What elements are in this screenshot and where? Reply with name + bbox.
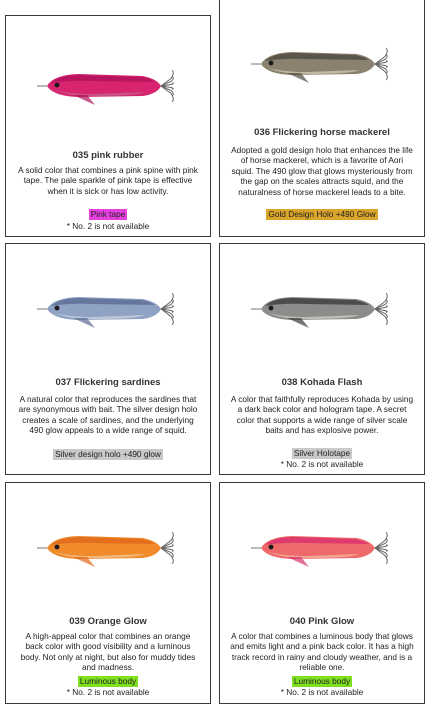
product-description: A color that faithfully reproduces Kohada by using a dark back color and hologram tape. A secret color that supports a wide range of silver scale baits and has explosive power. [230,394,414,436]
product-title[interactable]: 038 Kohada Flash [281,377,363,388]
availability-note: * No. 2 is not available [280,459,364,469]
lure-hooks [161,293,173,325]
product-description: A color that combines a luminous body that glows and emits light and a pink back color. It has a high track record in rainy and cloudy weather, and is a reliable one. [230,631,414,673]
feature-tag: Silver Holotape [293,448,351,458]
product-card[interactable] [5,482,211,704]
lure-image[interactable] [6,284,210,354]
lure-svg [247,39,397,89]
lure-svg [33,61,183,111]
product-card[interactable] [219,482,425,704]
lure-hooks [375,293,387,325]
feature-tag: Pink tape [90,209,126,219]
lure-eye [269,306,274,311]
product-card[interactable] [219,0,425,237]
lure-eye [55,83,60,88]
feature-tag: Gold Design Holo +490 Glow [268,209,376,219]
lure-image[interactable] [220,39,424,109]
product-description: A natural color that reproduces the sardines that are synonymous with bait. The silver design holo creates a scale of sardines, and the underlying 490 glow appeals to a wide range of squid. [18,394,198,436]
lure-svg [247,523,397,573]
availability-note: * No. 2 is not available [66,221,150,231]
lure-eye [269,545,274,550]
feature-tag: Luminous body [293,676,351,686]
lure-hooks [375,48,387,80]
lure-svg [247,284,397,334]
product-description: A solid color that combines a pink spine with pink tape. The pale sparkle of pink tape is effective when it is sick or has low activity. [18,165,198,196]
lure-svg [33,523,183,573]
lure-image[interactable] [220,523,424,593]
lure-hooks [375,532,387,564]
lure-eye [55,306,60,311]
product-card[interactable] [219,243,425,475]
product-title[interactable]: 039 Orange Glow [69,616,147,627]
lure-svg [33,284,183,334]
lure-hooks [161,532,173,564]
lure-eye [269,61,274,66]
availability-note: * No. 2 is not available [66,687,150,697]
lure-image[interactable] [6,61,210,131]
product-title[interactable]: 037 Flickering sardines [55,377,161,388]
availability-note: * No. 2 is not available [280,687,364,697]
feature-tag: Silver design holo +490 glow [55,449,161,459]
feature-tag: Luminous body [79,676,137,686]
lure-image[interactable] [220,284,424,354]
product-card[interactable] [5,243,211,475]
product-title[interactable]: 036 Flickering horse mackerel [254,127,390,138]
product-title[interactable]: 040 Pink Glow [289,616,355,627]
lure-hooks [161,70,173,102]
product-title[interactable]: 035 pink rubber [72,150,144,161]
lure-image[interactable] [6,523,210,593]
product-description: Adopted a gold design holo that enhances the life of horse mackerel, which is a favorite of Aori squid. The 490 glow that glows mysteriously from the gap on the scales attracts squid, and the naturalness of horse mackerel leads to a bite. [231,145,413,197]
product-card[interactable] [5,15,211,237]
lure-eye [55,545,60,550]
product-description: A high-appeal color that combines an orange back color with good visibility and a luminous body. Not only at night, but also for muddy tides and madness. [20,631,196,673]
